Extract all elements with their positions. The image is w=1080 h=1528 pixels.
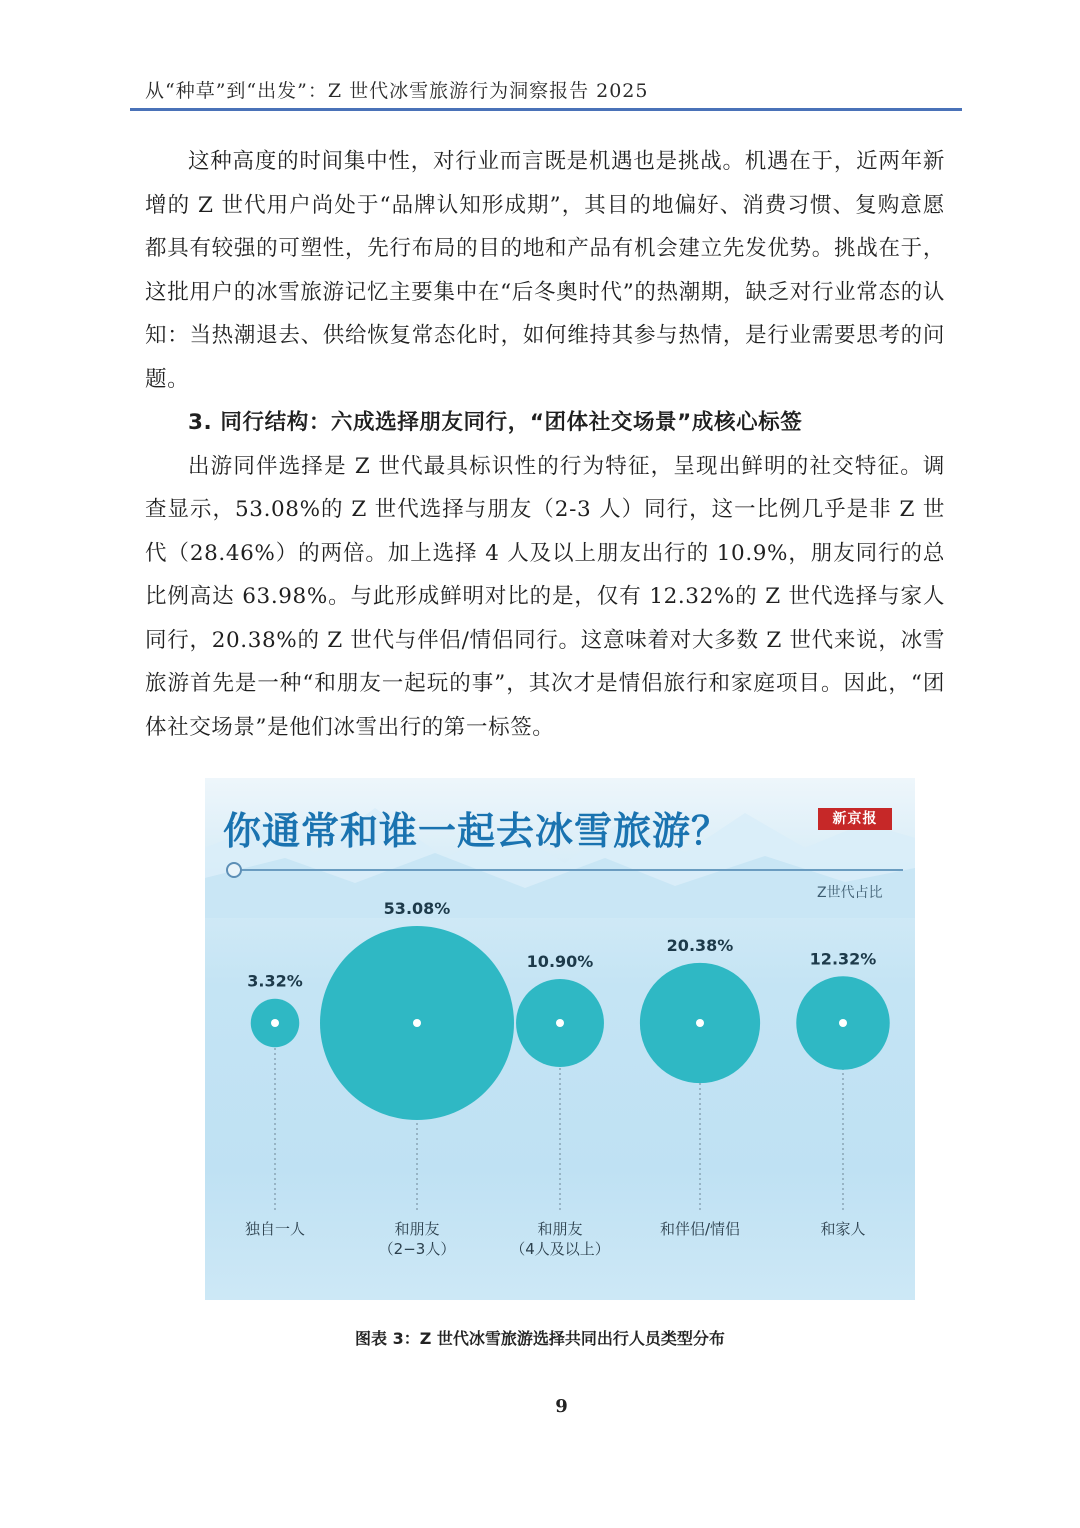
paragraph: 出游同伴选择是 Z 世代最具标识性的行为特征，呈现出鲜明的社交特征。调查显示，53.08%的 Z 世代选择与朋友（2-3 人）同行，这一比例几乎是非 Z 世代（28.46%）的两倍。加上选择 4 人及以上朋友出行的 10.9%，朋友同行的总比例高达 63.98%。与此形成鲜明对比的是，仅有 12.32%的 Z 世代选择与家人同行，20.38%的 Z 世代与伴侣/情侣同行。这意味着对大多数 Z 世代来说，冰雪旅游首先是一种“和朋友一起玩的事”，其次才是情侣旅行和家庭项目。因此，“团体社交场景”是他们冰雪出行的第一标签。 — [145, 453, 945, 740]
category-label: 和家人 — [820, 1220, 866, 1238]
bubble-center-dot — [413, 1019, 421, 1027]
value-label: 3.32% — [247, 971, 303, 991]
bubble-center-dot — [556, 1019, 564, 1027]
figure-subtitle: Z世代占比 — [817, 885, 883, 901]
paragraph: 这种高度的时间集中性，对行业而言既是机遇也是挑战。机遇在于，近两年新增的 Z 世代用户尚处于“品牌认知形成期”，其目的地偏好、消费习惯、复购意愿都具有较强的可塑性，先行布局的目的地和产品有机会建立先发优势。挑战在于，这批用户的冰雪旅游记忆主要集中在“后冬奥时代”的热潮期，缺乏对行业常态的认知：当热潮退去、供给恢复常态化时，如何维持其参与热情，是行业需要思考的问题。 — [145, 149, 945, 392]
value-label: 10.90% — [526, 952, 594, 972]
running-header: 从“种草”到“出发”：Z 世代冰雪旅游行为洞察报告 2025 — [145, 80, 649, 102]
figure-caption: 图表 3：Z 世代冰雪旅游选择共同出行人员类型分布 — [355, 1329, 725, 1348]
category-label: （2−3人） — [378, 1240, 456, 1258]
figure-title: 你通常和谁一起去冰雪旅游？ — [223, 809, 731, 853]
page-number: 9 — [555, 1396, 568, 1417]
bubble-chart — [205, 778, 915, 1300]
bubble-center-dot — [271, 1019, 279, 1027]
infographic-figure — [205, 778, 915, 1300]
header-rule — [130, 108, 962, 111]
category-label: 和朋友 — [537, 1220, 583, 1238]
value-label: 12.32% — [809, 949, 877, 969]
category-label: 和朋友 — [394, 1220, 440, 1238]
value-label: 20.38% — [666, 935, 734, 955]
section-heading: 3. 同行结构：六成选择朋友同行，“团体社交场景”成核心标签 — [188, 410, 803, 435]
value-label: 53.08% — [383, 899, 451, 918]
category-label: 和伴侣/情侣 — [659, 1220, 741, 1238]
body-text — [145, 140, 945, 749]
bubble-center-dot — [696, 1019, 704, 1027]
category-label: 独自一人 — [244, 1220, 306, 1238]
category-label: （4人及以上） — [510, 1240, 610, 1258]
brand-logo: 新京报 — [818, 808, 892, 830]
bubble-center-dot — [839, 1019, 847, 1027]
